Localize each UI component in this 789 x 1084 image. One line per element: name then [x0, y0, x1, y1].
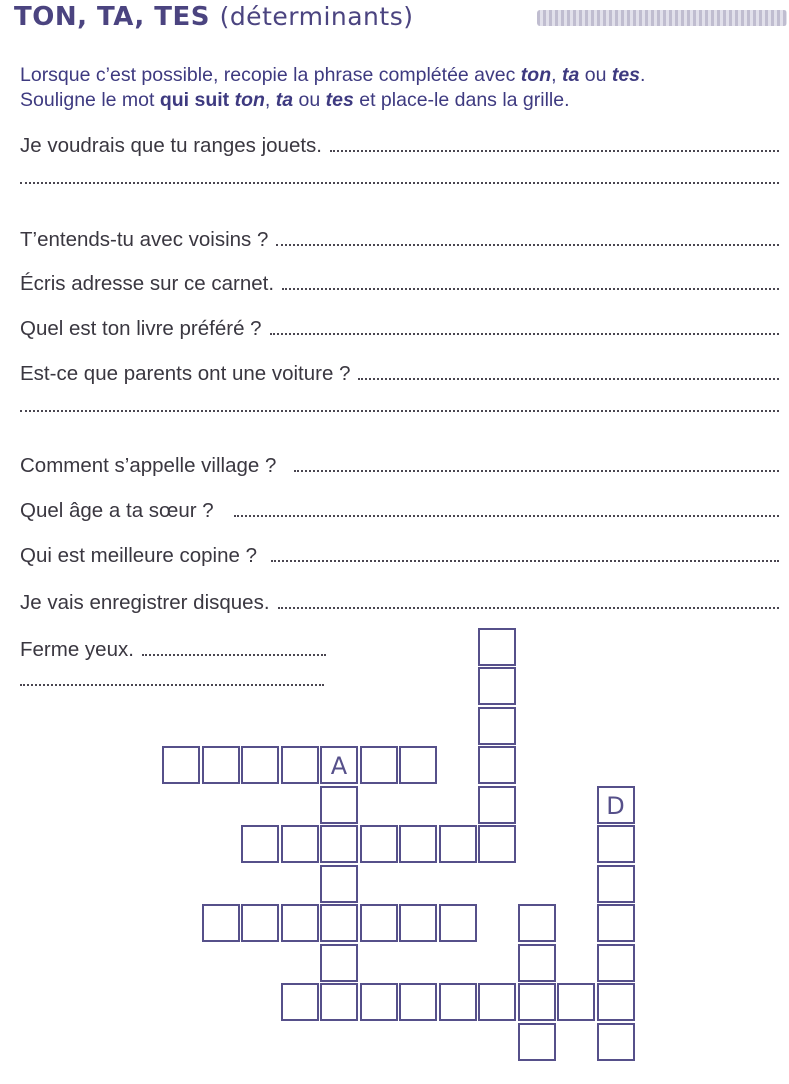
- sentence-line[interactable]: T’entends-tu avec voisins ?: [20, 226, 779, 254]
- crossword-cell[interactable]: [597, 944, 635, 982]
- crossword-cell[interactable]: [320, 904, 358, 942]
- crossword-cell[interactable]: [399, 983, 437, 1021]
- crossword-cell[interactable]: [281, 983, 319, 1021]
- answer-line[interactable]: [20, 408, 779, 436]
- crossword-cell[interactable]: [518, 944, 556, 982]
- crossword-cell[interactable]: [281, 746, 319, 784]
- answer-line[interactable]: [20, 180, 779, 208]
- title-main: TON, TA, TES: [14, 2, 210, 32]
- instr-text: .: [640, 64, 646, 86]
- crossword-cell[interactable]: [439, 904, 477, 942]
- sentence-line[interactable]: Écris adresse sur ce carnet.: [20, 270, 779, 298]
- crossword-cell[interactable]: [478, 983, 516, 1021]
- page-title: [14, 2, 413, 32]
- instr-text: ou: [579, 64, 612, 86]
- crossword-cell[interactable]: [399, 904, 437, 942]
- crossword-cell[interactable]: [399, 825, 437, 863]
- sentence-line[interactable]: Qui est meilleure copine ?: [20, 542, 779, 570]
- crossword-cell[interactable]: [597, 904, 635, 942]
- crossword-cell[interactable]: [518, 904, 556, 942]
- instr-text: ,: [551, 64, 562, 86]
- crossword-cell[interactable]: [241, 904, 279, 942]
- instr-text: Souligne le mot: [20, 89, 160, 111]
- instr-text: ou: [293, 89, 326, 111]
- crossword-letter: D: [606, 791, 625, 820]
- instruction-line-1: [20, 63, 785, 88]
- crossword-cell[interactable]: [597, 983, 635, 1021]
- sentence-line[interactable]: Comment s’appelle village ?: [20, 452, 779, 480]
- crossword-cell[interactable]: [202, 746, 240, 784]
- crossword-cell[interactable]: [439, 825, 477, 863]
- crossword-cell[interactable]: [241, 825, 279, 863]
- crossword-cell[interactable]: [360, 983, 398, 1021]
- sentence-line[interactable]: Est-ce que parents ont une voiture ?: [20, 360, 779, 388]
- instr-text: et place-le dans la grille.: [353, 89, 570, 111]
- crossword-cell[interactable]: [478, 628, 516, 666]
- crossword-cell[interactable]: [597, 786, 635, 824]
- instr-word-ton: ton: [520, 64, 552, 86]
- crossword-cell[interactable]: [320, 944, 358, 982]
- instr-word-tes: tes: [611, 64, 641, 86]
- crossword-cell[interactable]: [281, 904, 319, 942]
- crossword-cell[interactable]: [557, 983, 595, 1021]
- crossword-cell[interactable]: [597, 1023, 635, 1061]
- instr-qui-suit: qui suit: [159, 89, 230, 111]
- scribble-mark: [537, 10, 787, 26]
- crossword-cell[interactable]: [399, 746, 437, 784]
- crossword-cell[interactable]: [518, 1023, 556, 1061]
- answer-line[interactable]: [20, 682, 324, 710]
- sentence-line[interactable]: Je voudrais que tu ranges jouets.: [20, 132, 779, 160]
- instruction-line-2: [20, 88, 785, 113]
- sentence-line[interactable]: Quel est ton livre préféré ?: [20, 315, 779, 343]
- crossword-cell[interactable]: [360, 825, 398, 863]
- crossword-cell[interactable]: [320, 786, 358, 824]
- sentence-line[interactable]: Je vais enregistrer disques.: [20, 589, 779, 617]
- crossword-cell[interactable]: [320, 825, 358, 863]
- instr-word-tes: tes: [325, 89, 354, 111]
- crossword-cell[interactable]: [478, 825, 516, 863]
- crossword-cell[interactable]: [478, 667, 516, 705]
- title-parenthesis: (déterminants): [219, 2, 414, 31]
- crossword-cell[interactable]: [518, 983, 556, 1021]
- crossword-cell[interactable]: [439, 983, 477, 1021]
- crossword-cell[interactable]: [162, 746, 200, 784]
- instr-text: ,: [264, 89, 276, 111]
- crossword-cell[interactable]: [241, 746, 279, 784]
- crossword-cell[interactable]: [360, 746, 398, 784]
- crossword-cell[interactable]: [478, 786, 516, 824]
- instructions: [20, 63, 785, 113]
- crossword-cell[interactable]: [597, 865, 635, 903]
- crossword-cell[interactable]: [360, 904, 398, 942]
- crossword-cell[interactable]: [478, 746, 516, 784]
- crossword-cell[interactable]: [320, 865, 358, 903]
- sentence-line[interactable]: Quel âge a ta sœur ?: [20, 497, 779, 525]
- crossword-cell[interactable]: [597, 825, 635, 863]
- crossword-cell[interactable]: [202, 904, 240, 942]
- crossword-cell[interactable]: [320, 746, 358, 784]
- instr-word-ton: ton: [234, 89, 265, 111]
- crossword-cell[interactable]: [320, 983, 358, 1021]
- sentence-line[interactable]: Ferme yeux.: [20, 636, 326, 664]
- crossword-cell[interactable]: [478, 707, 516, 745]
- instr-text: Lorsque c’est possible, recopie la phrase complétée avec: [20, 64, 521, 86]
- instr-word-ta: ta: [561, 64, 580, 86]
- crossword-cell[interactable]: [281, 825, 319, 863]
- crossword-letter: A: [330, 752, 348, 780]
- instr-word-ta: ta: [275, 89, 294, 111]
